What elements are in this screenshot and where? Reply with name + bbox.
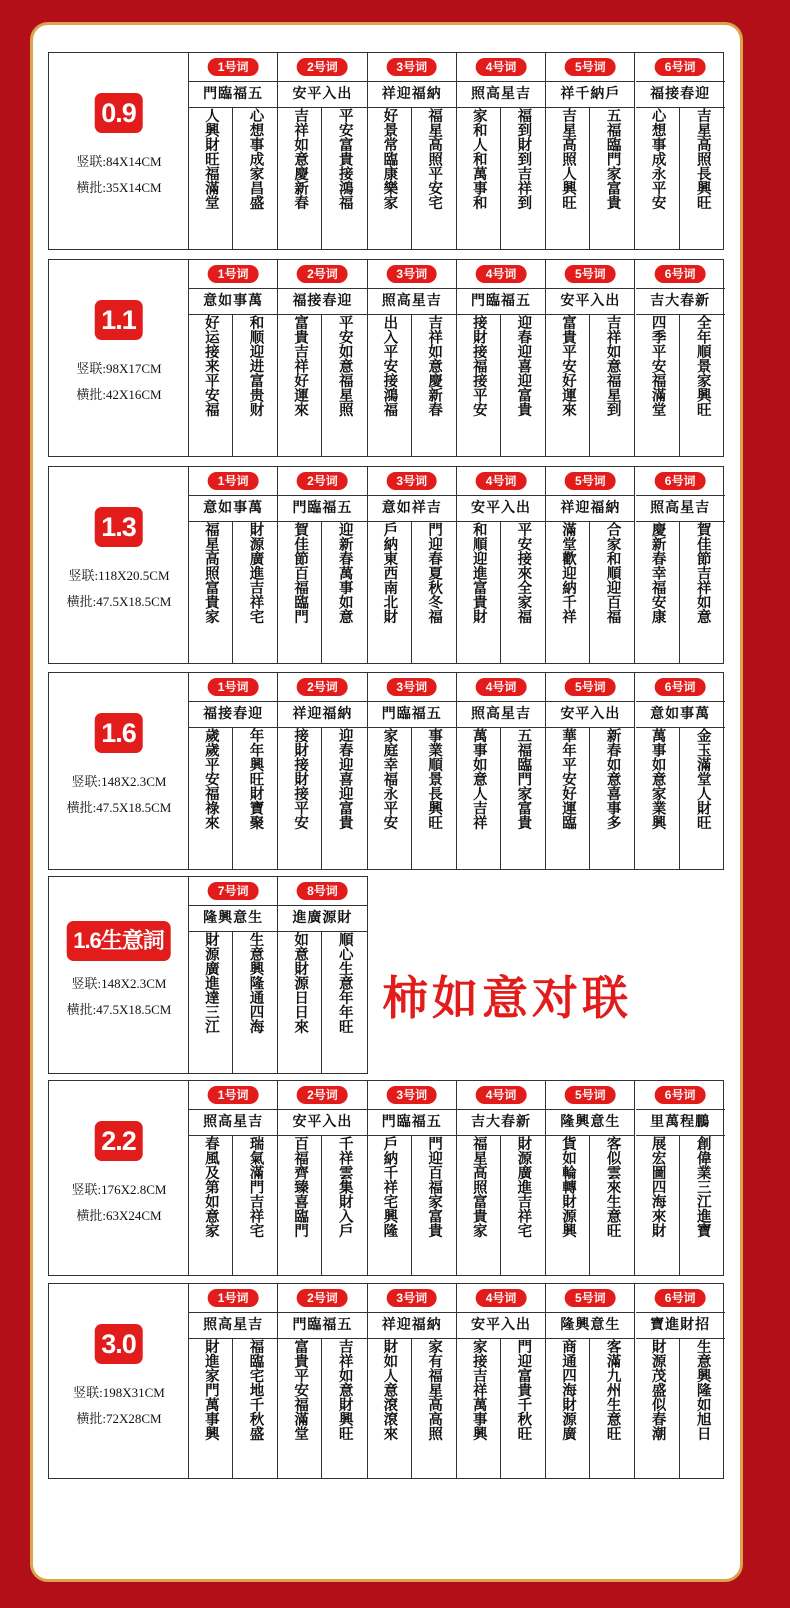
horizontal-scroll-text: 安平入出 <box>278 81 366 108</box>
couplet-option-1 <box>189 877 278 1073</box>
size-badge: 1.6生意詞 <box>66 921 171 961</box>
size-info <box>49 53 189 249</box>
size-info <box>49 260 189 456</box>
left-couplet-line: 接財接福接平安 <box>457 315 501 456</box>
size-section-2 <box>48 466 724 664</box>
left-couplet-line: 富貴平安好運來 <box>546 315 590 456</box>
horizontal-scroll-text: 安平入出 <box>546 288 634 315</box>
option-number-badge: 3号词 <box>386 1086 437 1104</box>
right-couplet-line: 客似雲來生意旺 <box>604 1136 622 1238</box>
option-number-badge: 5号词 <box>565 58 616 76</box>
right-couplet-line: 迎春迎喜迎富貴 <box>336 728 354 830</box>
size-info <box>49 877 189 1073</box>
size-badge: 2.2 <box>94 1121 143 1161</box>
left-couplet-line: 萬事如意家業興 <box>636 728 681 869</box>
couplet-pair <box>278 520 366 663</box>
right-couplet-line: 順心生意年年旺 <box>336 932 354 1034</box>
right-couplet-line: 財源廣進吉祥宅 <box>247 522 265 624</box>
couplet-pair <box>546 1134 634 1275</box>
horizontal-scroll-text: 安平入出 <box>278 1109 366 1136</box>
right-couplet-line: 平安如意福星照 <box>336 315 354 417</box>
couplet-option-2 <box>278 1284 367 1478</box>
page-title: 柿如意对联 <box>382 971 632 1025</box>
left-couplet-line: 戶納東西南北財 <box>368 522 412 663</box>
horizontal-scroll-text: 里萬程鵬 <box>636 1109 725 1136</box>
option-number-badge: 1号词 <box>208 472 259 490</box>
couplet-option-2 <box>278 1081 367 1275</box>
couplet-option-4 <box>457 467 546 663</box>
right-couplet-line: 吉祥如意慶新春 <box>426 315 444 417</box>
size-info <box>49 1284 189 1478</box>
left-couplet-line: 人興財旺福滿堂 <box>189 108 233 249</box>
couplet-pair <box>368 726 456 869</box>
horizontal-scroll-text: 祥迎福納 <box>368 1312 456 1339</box>
couplet-pair <box>457 520 545 663</box>
right-couplet-line: 福星高照平安宅 <box>426 108 444 210</box>
couplet-pair <box>278 726 366 869</box>
horizontal-scroll-text: 意如事萬 <box>636 701 725 728</box>
left-couplet-line: 福星高照富貴家 <box>189 522 233 663</box>
couplet-option-4 <box>457 1284 546 1478</box>
horizontal-size: 横批:35X14CM <box>76 180 162 195</box>
option-number-badge: 4号词 <box>476 1086 527 1104</box>
option-number-badge: 3号词 <box>386 678 437 696</box>
couplet-pair <box>189 930 277 1073</box>
option-number-badge: 5号词 <box>565 265 616 283</box>
left-couplet-line: 好景常臨康樂家 <box>368 108 412 249</box>
option-number-badge: 2号词 <box>297 1289 348 1307</box>
couplet-pair <box>368 313 456 456</box>
couplet-pair <box>636 1134 725 1275</box>
option-number-badge: 1号词 <box>208 1289 259 1307</box>
couplet-option-5 <box>546 53 635 249</box>
horizontal-scroll-text: 福接春迎 <box>278 288 366 315</box>
couplet-pair <box>457 1337 545 1478</box>
couplet-option-1 <box>189 260 278 456</box>
couplet-pair <box>368 520 456 663</box>
couplet-option-5 <box>546 467 635 663</box>
option-number-badge: 4号词 <box>476 265 527 283</box>
right-couplet-line: 平安接來全家福 <box>515 522 533 624</box>
couplet-pair <box>546 520 634 663</box>
couplet-pair <box>457 313 545 456</box>
left-couplet-line: 家和人和萬事和 <box>457 108 501 249</box>
couplet-pair <box>189 106 277 249</box>
option-number-badge: 1号词 <box>208 58 259 76</box>
couplet-option-3 <box>368 467 457 663</box>
couplet-option-3 <box>368 260 457 456</box>
option-number-badge: 4号词 <box>476 472 527 490</box>
size-info <box>49 673 189 869</box>
left-couplet-line: 四季平安福滿堂 <box>636 315 681 456</box>
right-couplet-line: 事業順景長興旺 <box>426 728 444 830</box>
horizontal-scroll-text: 意如事萬 <box>189 495 277 522</box>
couplet-pair <box>368 1337 456 1478</box>
right-couplet-line: 年年興旺財寶聚 <box>247 728 265 830</box>
right-couplet-line: 賀佳節吉祥如意 <box>694 522 712 624</box>
size-badge: 3.0 <box>94 1324 143 1364</box>
couplet-option-5 <box>546 1284 635 1478</box>
right-couplet-line: 合家和順迎百福 <box>604 522 622 624</box>
horizontal-scroll-text: 祥迎福納 <box>368 81 456 108</box>
option-number-badge: 2号词 <box>297 265 348 283</box>
option-number-badge: 1号词 <box>208 1086 259 1104</box>
horizontal-size: 横批:47.5X18.5CM <box>66 800 172 815</box>
left-couplet-line: 賀佳節百福臨門 <box>278 522 322 663</box>
option-number-badge: 3号词 <box>386 472 437 490</box>
couplet-option-1 <box>189 1284 278 1478</box>
option-number-badge: 4号词 <box>476 678 527 696</box>
right-couplet-line: 金玉滿堂人財旺 <box>694 728 712 830</box>
couplet-option-6 <box>636 673 725 869</box>
vertical-size: 竖联:98X17CM <box>76 361 162 376</box>
right-couplet-line: 家有福星高高照 <box>426 1339 444 1441</box>
couplet-option-4 <box>457 1081 546 1275</box>
horizontal-scroll-text: 照高星吉 <box>189 1109 277 1136</box>
left-couplet-line: 歲歲平安福祿來 <box>189 728 233 869</box>
left-couplet-line: 財源茂盛似春潮 <box>636 1339 681 1478</box>
right-couplet-line: 門迎春夏秋冬福 <box>426 522 444 624</box>
couplet-option-3 <box>368 673 457 869</box>
couplet-pair <box>189 313 277 456</box>
horizontal-scroll-text: 照高星吉 <box>457 81 545 108</box>
horizontal-scroll-text: 福接春迎 <box>636 81 725 108</box>
couplet-option-1 <box>189 673 278 869</box>
horizontal-scroll-text: 隆興意生 <box>546 1109 634 1136</box>
left-couplet-line: 福星高照富貴家 <box>457 1136 501 1275</box>
vertical-size: 竖联:118X20.5CM <box>68 568 170 583</box>
horizontal-size: 横批:47.5X18.5CM <box>66 594 172 609</box>
option-number-badge: 6号词 <box>655 265 706 283</box>
right-couplet-line: 創偉業三江進寶 <box>694 1136 712 1238</box>
right-couplet-line: 門迎富貴千秋旺 <box>515 1339 533 1441</box>
left-couplet-line: 貨如輪轉財源興 <box>546 1136 590 1275</box>
option-number-badge: 3号词 <box>386 58 437 76</box>
right-couplet-line: 全年順景家興旺 <box>694 315 712 417</box>
right-couplet-line: 瑞氣滿門吉祥宅 <box>247 1136 265 1238</box>
horizontal-scroll-text: 門臨福五 <box>189 81 277 108</box>
horizontal-scroll-text: 門臨福五 <box>278 1312 366 1339</box>
couplet-pair <box>189 726 277 869</box>
option-number-badge: 5号词 <box>565 1086 616 1104</box>
couplet-option-6 <box>636 53 725 249</box>
couplet-option-5 <box>546 260 635 456</box>
right-couplet-line: 平安富貴接鴻福 <box>336 108 354 210</box>
couplet-pair <box>636 520 725 663</box>
couplet-pair <box>636 726 725 869</box>
option-number-badge: 3号词 <box>386 265 437 283</box>
couplet-pair <box>189 1337 277 1478</box>
option-number-badge: 6号词 <box>655 1289 706 1307</box>
couplet-option-4 <box>457 673 546 869</box>
right-couplet-line: 生意興隆通四海 <box>247 932 265 1034</box>
horizontal-scroll-text: 門臨福五 <box>368 1109 456 1136</box>
right-couplet-line: 福到財到吉祥到 <box>515 108 533 210</box>
right-couplet-line: 吉星高照長興旺 <box>694 108 712 210</box>
option-number-badge: 4号词 <box>476 1289 527 1307</box>
left-couplet-line: 百福齊臻喜臨門 <box>278 1136 322 1275</box>
right-couplet-line: 客滿九州生意旺 <box>604 1339 622 1441</box>
left-couplet-line: 財如人意滾滾來 <box>368 1339 412 1478</box>
couplet-pair <box>457 726 545 869</box>
right-couplet-line: 財源廣進吉祥宅 <box>515 1136 533 1238</box>
horizontal-scroll-text: 隆興意生 <box>189 905 277 932</box>
vertical-size: 竖联:84X14CM <box>76 154 162 169</box>
left-couplet-line: 華年平安好運臨 <box>546 728 590 869</box>
couplet-pair <box>278 1134 366 1275</box>
couplet-pair <box>368 106 456 249</box>
left-couplet-line: 財進家門萬事興 <box>189 1339 233 1478</box>
right-couplet-line: 吉祥如意福星到 <box>604 315 622 417</box>
left-couplet-line: 吉星高照人興旺 <box>546 108 590 249</box>
size-info <box>49 1081 189 1275</box>
couplet-option-5 <box>546 673 635 869</box>
vertical-size: 竖联:148X2.3CM <box>71 774 167 789</box>
left-couplet-line: 展宏圖四海來財 <box>636 1136 681 1275</box>
horizontal-scroll-text: 祥迎福納 <box>278 701 366 728</box>
option-number-badge: 3号词 <box>386 1289 437 1307</box>
couplet-option-4 <box>457 53 546 249</box>
couplet-pair <box>457 1134 545 1275</box>
left-couplet-line: 滿堂歡迎納千祥 <box>546 522 590 663</box>
option-number-badge: 6号词 <box>655 1086 706 1104</box>
couplet-pair <box>368 1134 456 1275</box>
size-section-3 <box>48 672 724 870</box>
couplet-option-1 <box>189 467 278 663</box>
left-couplet-line: 家接吉祥萬事興 <box>457 1339 501 1478</box>
option-number-badge: 6号词 <box>655 472 706 490</box>
couplet-pair <box>636 313 725 456</box>
option-number-badge: 5号词 <box>565 472 616 490</box>
left-couplet-line: 富貴平安福滿堂 <box>278 1339 322 1478</box>
couplet-option-2 <box>278 53 367 249</box>
left-couplet-line: 慶新春幸福安康 <box>636 522 681 663</box>
left-couplet-line: 家庭幸福永平安 <box>368 728 412 869</box>
couplet-option-2 <box>278 467 367 663</box>
couplet-pair <box>278 1337 366 1478</box>
couplet-pair <box>278 313 366 456</box>
size-section-0 <box>48 52 724 250</box>
couplet-option-3 <box>368 1284 457 1478</box>
size-badge: 0.9 <box>94 93 143 133</box>
right-couplet-line: 五福臨門家富貴 <box>515 728 533 830</box>
couplet-pair <box>546 313 634 456</box>
horizontal-size: 横批:72X28CM <box>76 1411 162 1426</box>
horizontal-scroll-text: 照高星吉 <box>368 288 456 315</box>
left-couplet-line: 春風及第如意家 <box>189 1136 233 1275</box>
right-couplet-line: 千祥雲集財入戶 <box>336 1136 354 1238</box>
couplet-pair <box>546 726 634 869</box>
couplet-option-5 <box>546 1081 635 1275</box>
option-number-badge: 5号词 <box>565 1289 616 1307</box>
size-badge: 1.6 <box>94 713 143 753</box>
couplet-option-2 <box>278 673 367 869</box>
couplet-option-6 <box>636 1081 725 1275</box>
couplet-option-6 <box>636 260 725 456</box>
horizontal-scroll-text: 門臨福五 <box>278 495 366 522</box>
option-number-badge: 2号词 <box>297 58 348 76</box>
couplet-option-6 <box>636 1284 725 1478</box>
couplet-pair <box>189 520 277 663</box>
left-couplet-line: 和順迎進富貴財 <box>457 522 501 663</box>
option-number-badge: 1号词 <box>208 265 259 283</box>
option-number-badge: 2号词 <box>297 678 348 696</box>
couplet-pair <box>546 106 634 249</box>
couplet-pair <box>636 106 725 249</box>
horizontal-scroll-text: 意如祥吉 <box>368 495 456 522</box>
size-section-6 <box>48 1283 724 1479</box>
size-badge: 1.1 <box>94 300 143 340</box>
horizontal-scroll-text: 門臨福五 <box>457 288 545 315</box>
size-section-4 <box>48 876 368 1074</box>
left-couplet-line: 萬事如意人吉祥 <box>457 728 501 869</box>
right-couplet-line: 五福臨門家富貴 <box>604 108 622 210</box>
horizontal-scroll-text: 進廣源財 <box>278 905 366 932</box>
horizontal-scroll-text: 祥千納戶 <box>546 81 634 108</box>
couplet-option-4 <box>457 260 546 456</box>
horizontal-scroll-text: 寶進財招 <box>636 1312 725 1339</box>
right-couplet-line: 和顺迎进富贵财 <box>247 315 265 417</box>
option-number-badge: 8号词 <box>297 882 348 900</box>
option-number-badge: 6号词 <box>655 678 706 696</box>
couplet-pair <box>278 106 366 249</box>
right-couplet-line: 生意興隆如旭日 <box>694 1339 712 1441</box>
horizontal-scroll-text: 照高星吉 <box>457 701 545 728</box>
horizontal-size: 横批:63X24CM <box>76 1208 162 1223</box>
left-couplet-line: 財源廣進達三江 <box>189 932 233 1073</box>
horizontal-size: 横批:47.5X18.5CM <box>66 1002 172 1017</box>
vertical-size: 竖联:198X31CM <box>73 1385 165 1400</box>
left-couplet-line: 好运接来平安福 <box>189 315 233 456</box>
right-couplet-line: 吉祥如意財興旺 <box>336 1339 354 1441</box>
vertical-size: 竖联:148X2.3CM <box>71 976 167 991</box>
left-couplet-line: 出入平安接鴻福 <box>368 315 412 456</box>
horizontal-scroll-text: 安平入出 <box>457 1312 545 1339</box>
option-number-badge: 5号词 <box>565 678 616 696</box>
horizontal-size: 横批:42X16CM <box>76 387 162 402</box>
right-couplet-line: 福臨宅地千秋盛 <box>247 1339 265 1441</box>
couplet-option-1 <box>189 53 278 249</box>
option-number-badge: 4号词 <box>476 58 527 76</box>
option-number-badge: 6号词 <box>655 58 706 76</box>
option-number-badge: 7号词 <box>208 882 259 900</box>
couplet-pair <box>278 930 366 1073</box>
horizontal-scroll-text: 意如事萬 <box>189 288 277 315</box>
couplet-pair <box>457 106 545 249</box>
horizontal-scroll-text: 安平入出 <box>457 495 545 522</box>
right-couplet-line: 心想事成家昌盛 <box>247 108 265 210</box>
size-info <box>49 467 189 663</box>
couplet-option-3 <box>368 1081 457 1275</box>
horizontal-scroll-text: 照高星吉 <box>189 1312 277 1339</box>
left-couplet-line: 富貴吉祥好運來 <box>278 315 322 456</box>
vertical-size: 竖联:176X2.8CM <box>71 1182 167 1197</box>
right-couplet-line: 新春如意喜事多 <box>604 728 622 830</box>
left-couplet-line: 吉祥如意慶新春 <box>278 108 322 249</box>
size-section-1 <box>48 259 724 457</box>
horizontal-scroll-text: 祥迎福納 <box>546 495 634 522</box>
couplet-option-6 <box>636 467 725 663</box>
couplet-option-2 <box>278 260 367 456</box>
horizontal-scroll-text: 安平入出 <box>546 701 634 728</box>
couplet-option-2 <box>278 877 367 1073</box>
option-number-badge: 2号词 <box>297 1086 348 1104</box>
horizontal-scroll-text: 福接春迎 <box>189 701 277 728</box>
horizontal-scroll-text: 門臨福五 <box>368 701 456 728</box>
left-couplet-line: 戶納千祥宅興隆 <box>368 1136 412 1275</box>
horizontal-scroll-text: 吉大春新 <box>636 288 725 315</box>
right-couplet-line: 門迎百福家富貴 <box>426 1136 444 1238</box>
horizontal-scroll-text: 吉大春新 <box>457 1109 545 1136</box>
size-badge: 1.3 <box>94 507 143 547</box>
couplet-pair <box>546 1337 634 1478</box>
couplet-option-1 <box>189 1081 278 1275</box>
couplet-pair <box>636 1337 725 1478</box>
option-number-badge: 2号词 <box>297 472 348 490</box>
horizontal-scroll-text: 照高星吉 <box>636 495 725 522</box>
option-number-badge: 1号词 <box>208 678 259 696</box>
left-couplet-line: 接財接財接平安 <box>278 728 322 869</box>
couplet-option-3 <box>368 53 457 249</box>
right-couplet-line: 迎春迎喜迎富貴 <box>515 315 533 417</box>
size-section-5 <box>48 1080 724 1276</box>
right-couplet-line: 迎新春萬事如意 <box>336 522 354 624</box>
left-couplet-line: 心想事成永平安 <box>636 108 681 249</box>
left-couplet-line: 商通四海財源廣 <box>546 1339 590 1478</box>
horizontal-scroll-text: 隆興意生 <box>546 1312 634 1339</box>
couplet-pair <box>189 1134 277 1275</box>
left-couplet-line: 如意財源日日來 <box>278 932 322 1073</box>
